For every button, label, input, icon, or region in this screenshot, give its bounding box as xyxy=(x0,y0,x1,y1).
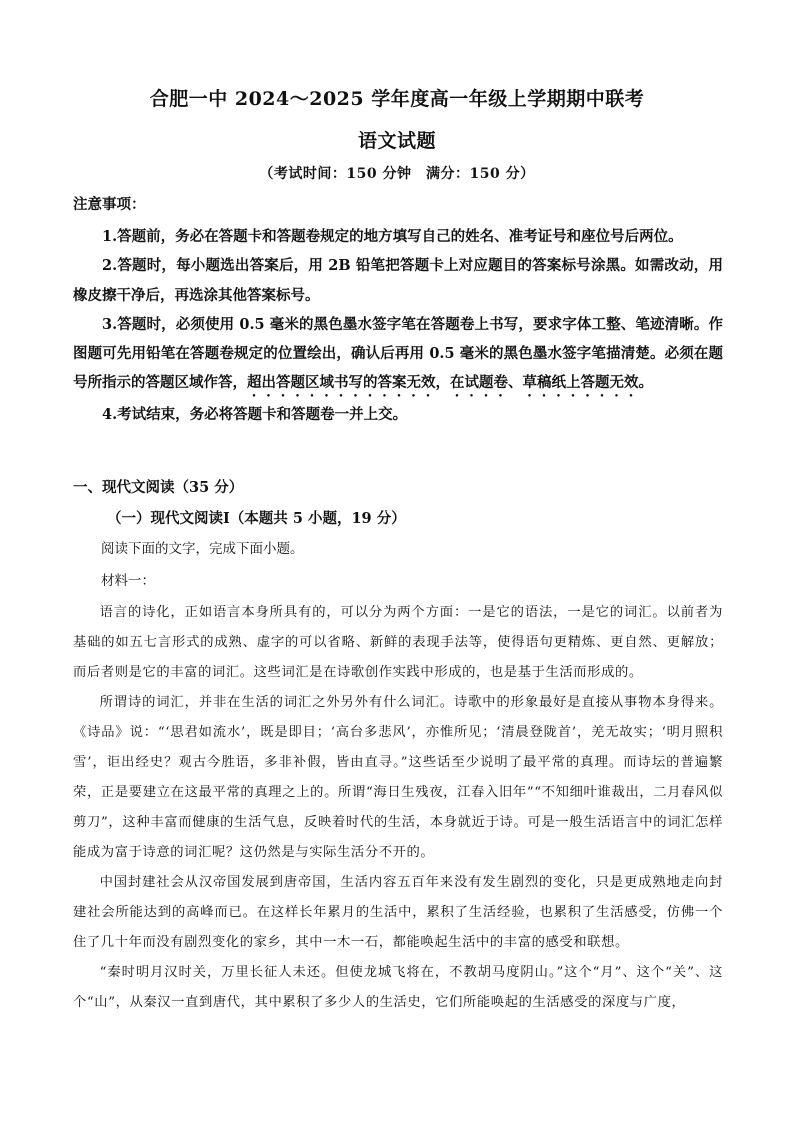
notice-item-3-text: 3.答题时，必须使用 0.5 毫米的黑色墨水签字笔在答题卷上书写，要求字体工整、笔迹清晰。作图题可先用铅笔在答题卷规定的位置绘出，确认后再用 0.5 毫米的黑色墨水签字笔描清楚。必须在题号所指示的答题区域作答， xyxy=(73,315,723,392)
emphasized-text-2: 在试题卷、草稿纸上答题无效 xyxy=(450,374,639,392)
subject-title: 语文试题 xyxy=(357,130,436,152)
exam-title: 合肥一中 2024～2025 学年度高一年级上学期期中联考 xyxy=(149,88,645,110)
passage-paragraph: 所谓诗的词汇，并非在生活的词汇之外另外有什么词汇。诗歌中的形象最好是直接从事物本身得来。《诗品》说：“‘思君如流水’，既是即目；‘高台多悲风’，亦惟所见；‘清晨登陇首’，羌无故实；‘明月照积雪’，讵出经史？观古今胜语，多非补假，皆由直寻。”这些话至少说明了最平常的真理。而诗坛的普遍繁荣，正是要建立在这最平常的真理之上的。所谓“海日生残夜，江春入旧年”“不知细叶谁裁出，二月春风似剪刀”，这种丰富而健康的生活气息，反映着时代的生活，本身就近于诗。可是一般生活语言中的词汇怎样能成为富于诗意的词汇呢？这仍然是与实际生活分不开的。 xyxy=(73,695,723,860)
reading-passage xyxy=(73,598,723,1018)
notice-item-3-end: 。 xyxy=(638,374,653,392)
passage-paragraph: 中国封建社会从汉帝国发展到唐帝国，生活内容五百年来没有发生剧烈的变化，只是更成熟地走向封建社会所能达到的高峰而已。在这样长年累月的生活中，累积了生活经验，也累积了生活感受，仿佛一个住了几十年而没有剧烈变化的家乡，其中一木一石，都能唤起生活中的丰富的感受和联想。 xyxy=(73,875,723,950)
notice-item-2: 2.答题时，每小题选出答案后，用 2B 铅笔把答题卡上对应题目的答案标号涂黑。如需改动，用橡皮擦干净后，再选涂其他答案标号。 xyxy=(73,257,723,304)
notice-item-3 xyxy=(73,310,723,401)
reading-instruction: 阅读下面的文字，完成下面小题。 xyxy=(101,541,304,557)
passage-paragraph: “秦时明月汉时关，万里长征人未还。但使龙城飞将在，不教胡马度阴山。”这个“月”、这个“关”、这个“山”，从秦汉一直到唐代，其中累积了多少人的生活史，它们所能唤起的生活感受的深度与广度， xyxy=(73,965,723,1010)
notice-heading: 注意事项： xyxy=(73,196,146,213)
notice-item-1: 1.答题前，务必在答题卡和答题卷规定的地方填写自己的姓名、准考证号和座位号后两位。 xyxy=(102,228,683,245)
exam-info: （考试时间：150 分钟 满分：150 分） xyxy=(259,166,535,182)
section-heading: 一、现代文阅读（35 分） xyxy=(73,479,244,496)
notice-item-4: 4.考试结束，务必将答题卡和答题卷一并上交。 xyxy=(102,406,408,424)
passage-paragraph: 语言的诗化，正如语言本身所具有的，可以分为两个方面：一是它的语法，一是它的词汇。以前者为基础的如五七言形式的成熟、虚字的可以省略、新鲜的表现手法等，使得语句更精炼、更自然、更解放；而后者则是它的丰富的词汇。这些词汇是在诗歌创作实践中形成的，也是基于生活而形成的。 xyxy=(73,605,723,680)
emphasized-text-1: 超出答题区域书写的答案无效 xyxy=(247,374,436,392)
notice-list xyxy=(73,222,723,430)
material-label: 材料一： xyxy=(101,573,155,589)
notice-item-3-comma: ， xyxy=(435,374,450,392)
subsection-heading: （一）现代文阅读Ⅰ（本题共 5 小题，19 分） xyxy=(107,510,406,527)
